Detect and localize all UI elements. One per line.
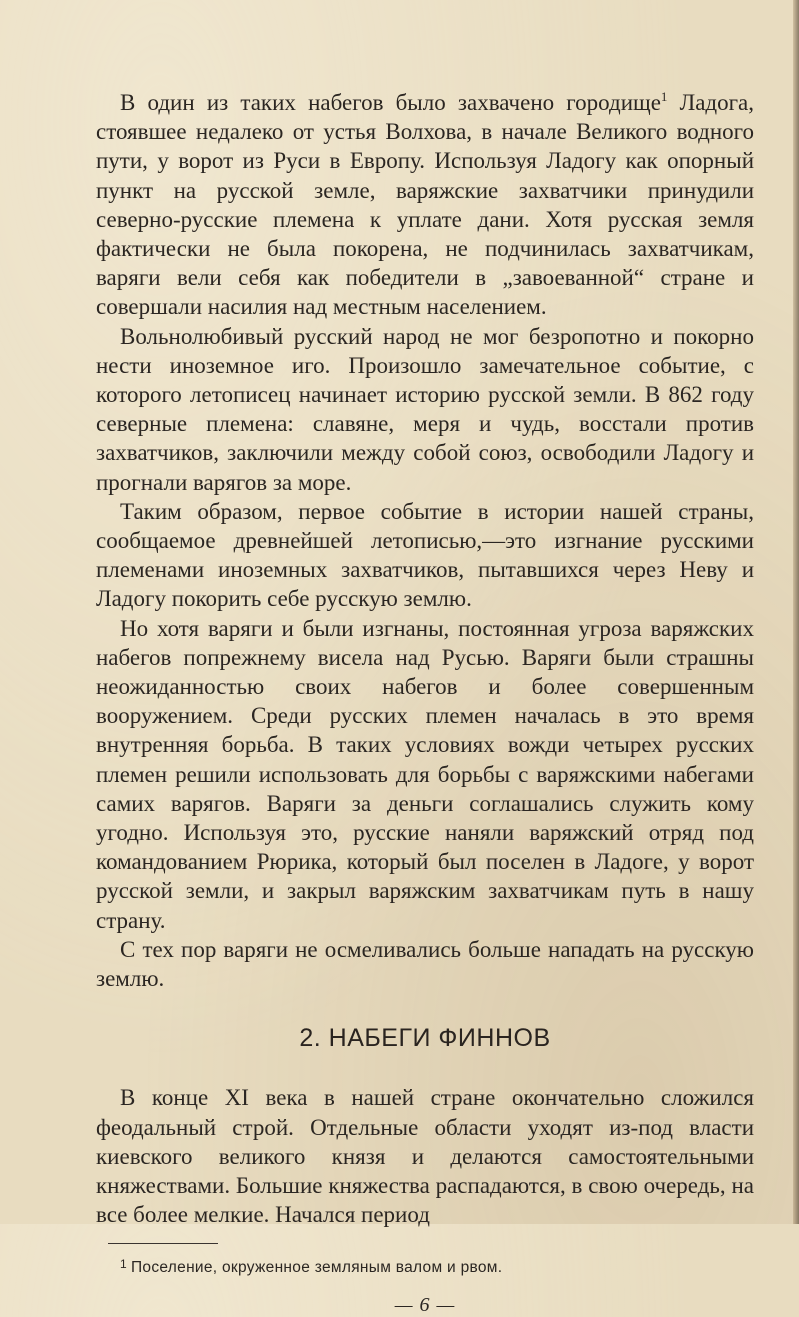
- page-edge-shadow: [793, 0, 799, 1224]
- book-page: [96, 88, 754, 1317]
- section-paragraph-1: [96, 1083, 754, 1229]
- paragraph-1-text-continued: Ладога, стоявшее недалеко от устья Волхова, в начале Великого водного пути, у ворот из Руси в Европу. Используя Ладогу как опорный пункт на русской земле, варяжские захватчики принудили северно-русские племена к уплате дани. Хотя русская земля фактически не была покорена, не подчинилась захватчикам, варяги вели себя как победители в „завоеванной“ стране и совершали насилия над местным населением.: [96, 90, 754, 320]
- page-number: — 6 —: [394, 1294, 456, 1317]
- paragraph-3-text: Таким образом, первое событие в истории нашей страны, сообщаемое древнейшей летописью,—это изгнание русскими племенами иноземных захватчиков, пытавшихся через Неву и Ладогу покорить себе русскую землю.: [96, 498, 754, 612]
- paragraph-2-text: Вольнолюбивый русский народ не мог безропотно и покорно нести иноземное иго. Произошло замечательное событие, с которого летописец начинает историю русской земли. В 862 году северные племена: славяне, меря и чудь, восстали против захватчиков, заключили между собой союз, освободили Ладогу и прогнали варягов за море.: [96, 323, 754, 495]
- paragraph-2: [96, 322, 754, 497]
- section-heading: 2. НАБЕГИ ФИННОВ: [299, 1024, 551, 1053]
- footnote-reference-marker: 1: [660, 89, 668, 104]
- footnote-divider: [108, 1243, 218, 1244]
- section-paragraph-1-text: В конце XI века в нашей стране окончательно сложился феодальный строй. Отдельные области уходят из-под власти киевского великого князя и делаются самостоятельными княжествами. Большие княжества распадаются, в свою очередь, на все более мелкие. Начался период: [96, 1085, 754, 1228]
- footnote-text: Поселение, окруженное земляным валом и рвом.: [130, 1259, 503, 1277]
- paragraph-5: [96, 935, 754, 993]
- footnote-marker: 1: [120, 1257, 127, 1272]
- paragraph-4-text: Но хотя варяги и были изгнаны, постоянная угроза варяжских набегов попрежнему висела над Русью. Варяги были страшны неожиданностью своих набегов и более совершенным вооружением. Среди русских племен началась в это время внутренняя борьба. В таких условиях вожди четырех русских племен решили использовать для борьбы с варяжскими набегами самих варягов. Варяги за деньги соглашались служить кому угодно. Используя это, русские наняли варяжский отряд под командованием Рюрика, который был поселен в Ладоге, у ворот русской земли, и закрыл варяжским захватчикам путь в нашу страну.: [96, 615, 754, 933]
- paragraph-4: [96, 614, 754, 935]
- footnote: [120, 1254, 754, 1278]
- paragraph-5-text: С тех пор варяги не осмеливались больше нападать на русскую землю.: [96, 936, 754, 992]
- paragraph-3: [96, 497, 754, 614]
- paragraph-1-text: В один из таких набегов было захвачено городище: [120, 90, 661, 115]
- paragraph-1: [96, 88, 754, 322]
